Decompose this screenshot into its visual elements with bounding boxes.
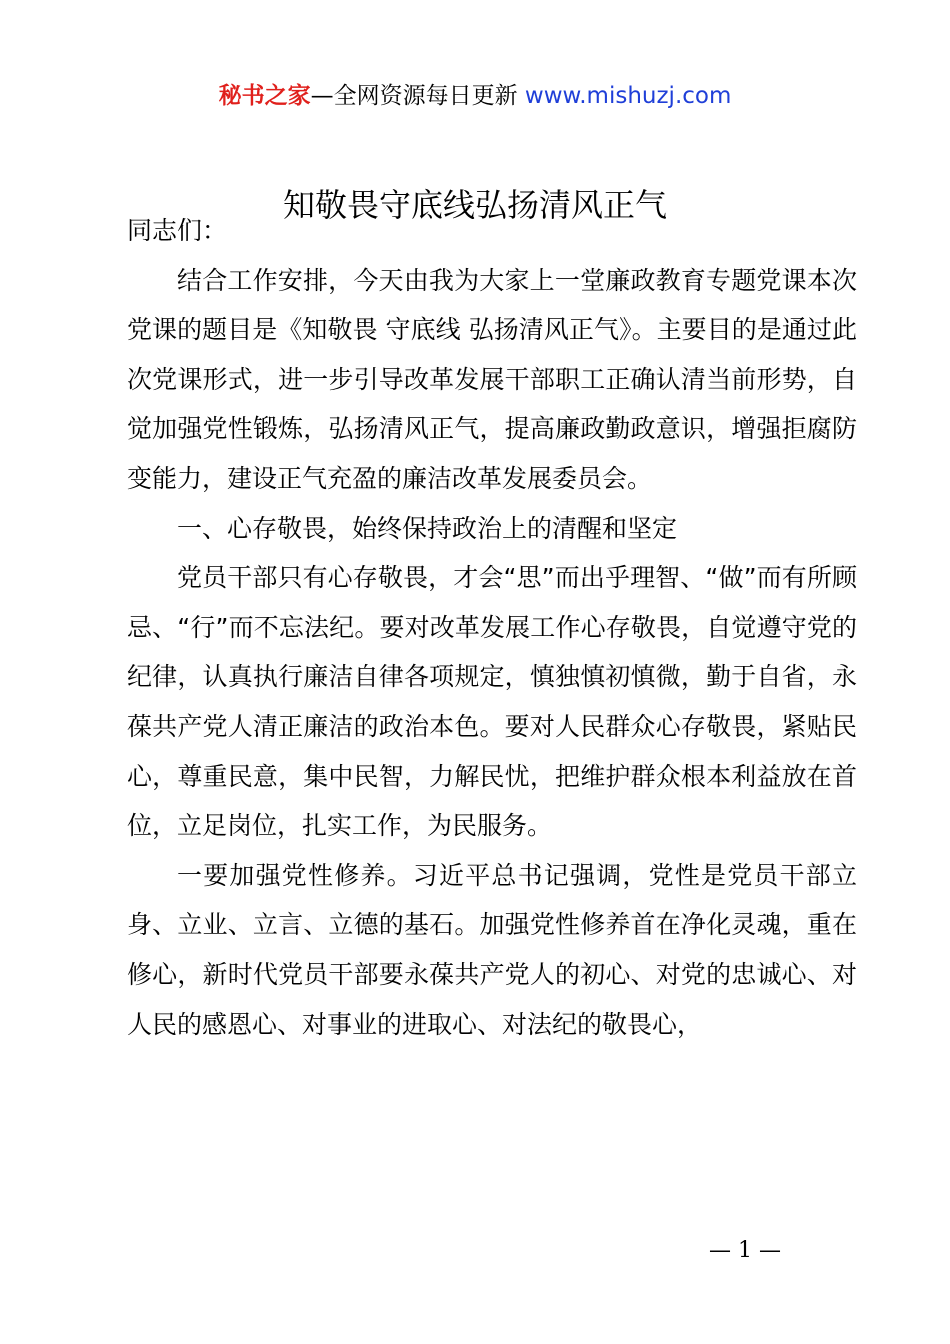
site-brand: 秘书之家	[218, 83, 311, 109]
document-title: 知敬畏守底线弘扬清风正气	[282, 186, 667, 224]
document-body	[127, 206, 857, 1049]
salutation: 同志们：	[127, 216, 228, 245]
paragraph-respect: 党员干部只有心存敬畏，才会“思”而出乎理智、“做”而有所顾忌、“行”而不忘法纪。要对改革发展工作心存敬畏，自觉遵守党的纪律，认真执行廉洁自律各项规定，慎独慎初慎微，勤于自省，永葆共产党人清正廉洁的政治本色。要对人民群众心存敬畏，紧贴民心，尊重民意，集中民智，力解民忧，把维护群众根本利益放在首位，立足岗位，扎实工作，为民服务。	[127, 563, 857, 841]
paragraph-intro: 结合工作安排，今天由我为大家上一堂廉政教育专题党课本次党课的题目是《知敬畏 守底线 弘扬清风正气》。主要目的是通过此次党课形式，进一步引导改革发展干部职工正确认清当前形势，自觉加强党性锻炼，弘扬清风正气，提高廉政勤政意识，增强拒腐防变能力，建设正气充盈的廉洁改革发展委员会。	[127, 265, 857, 493]
site-header	[0, 78, 950, 114]
paragraph-party-spirit: 一要加强党性修养。习近平总书记强调，党性是党员干部立身、立业、立言、立德的基石。加强党性修养首在净化灵魂，重在修心，新时代党员干部要永葆共产党人的初心、对党的忠诚心、对人民的感恩心、对事业的进取心、对法纪的敬畏心，	[127, 860, 857, 1039]
site-url-link[interactable]: www.mishuzj.com	[524, 83, 732, 109]
page-number: — 1 —	[709, 1238, 781, 1263]
section-heading-1: 一、心存敬畏，始终保持政治上的清醒和坚定	[177, 513, 678, 543]
site-tagline: —全网资源每日更新	[310, 83, 525, 109]
